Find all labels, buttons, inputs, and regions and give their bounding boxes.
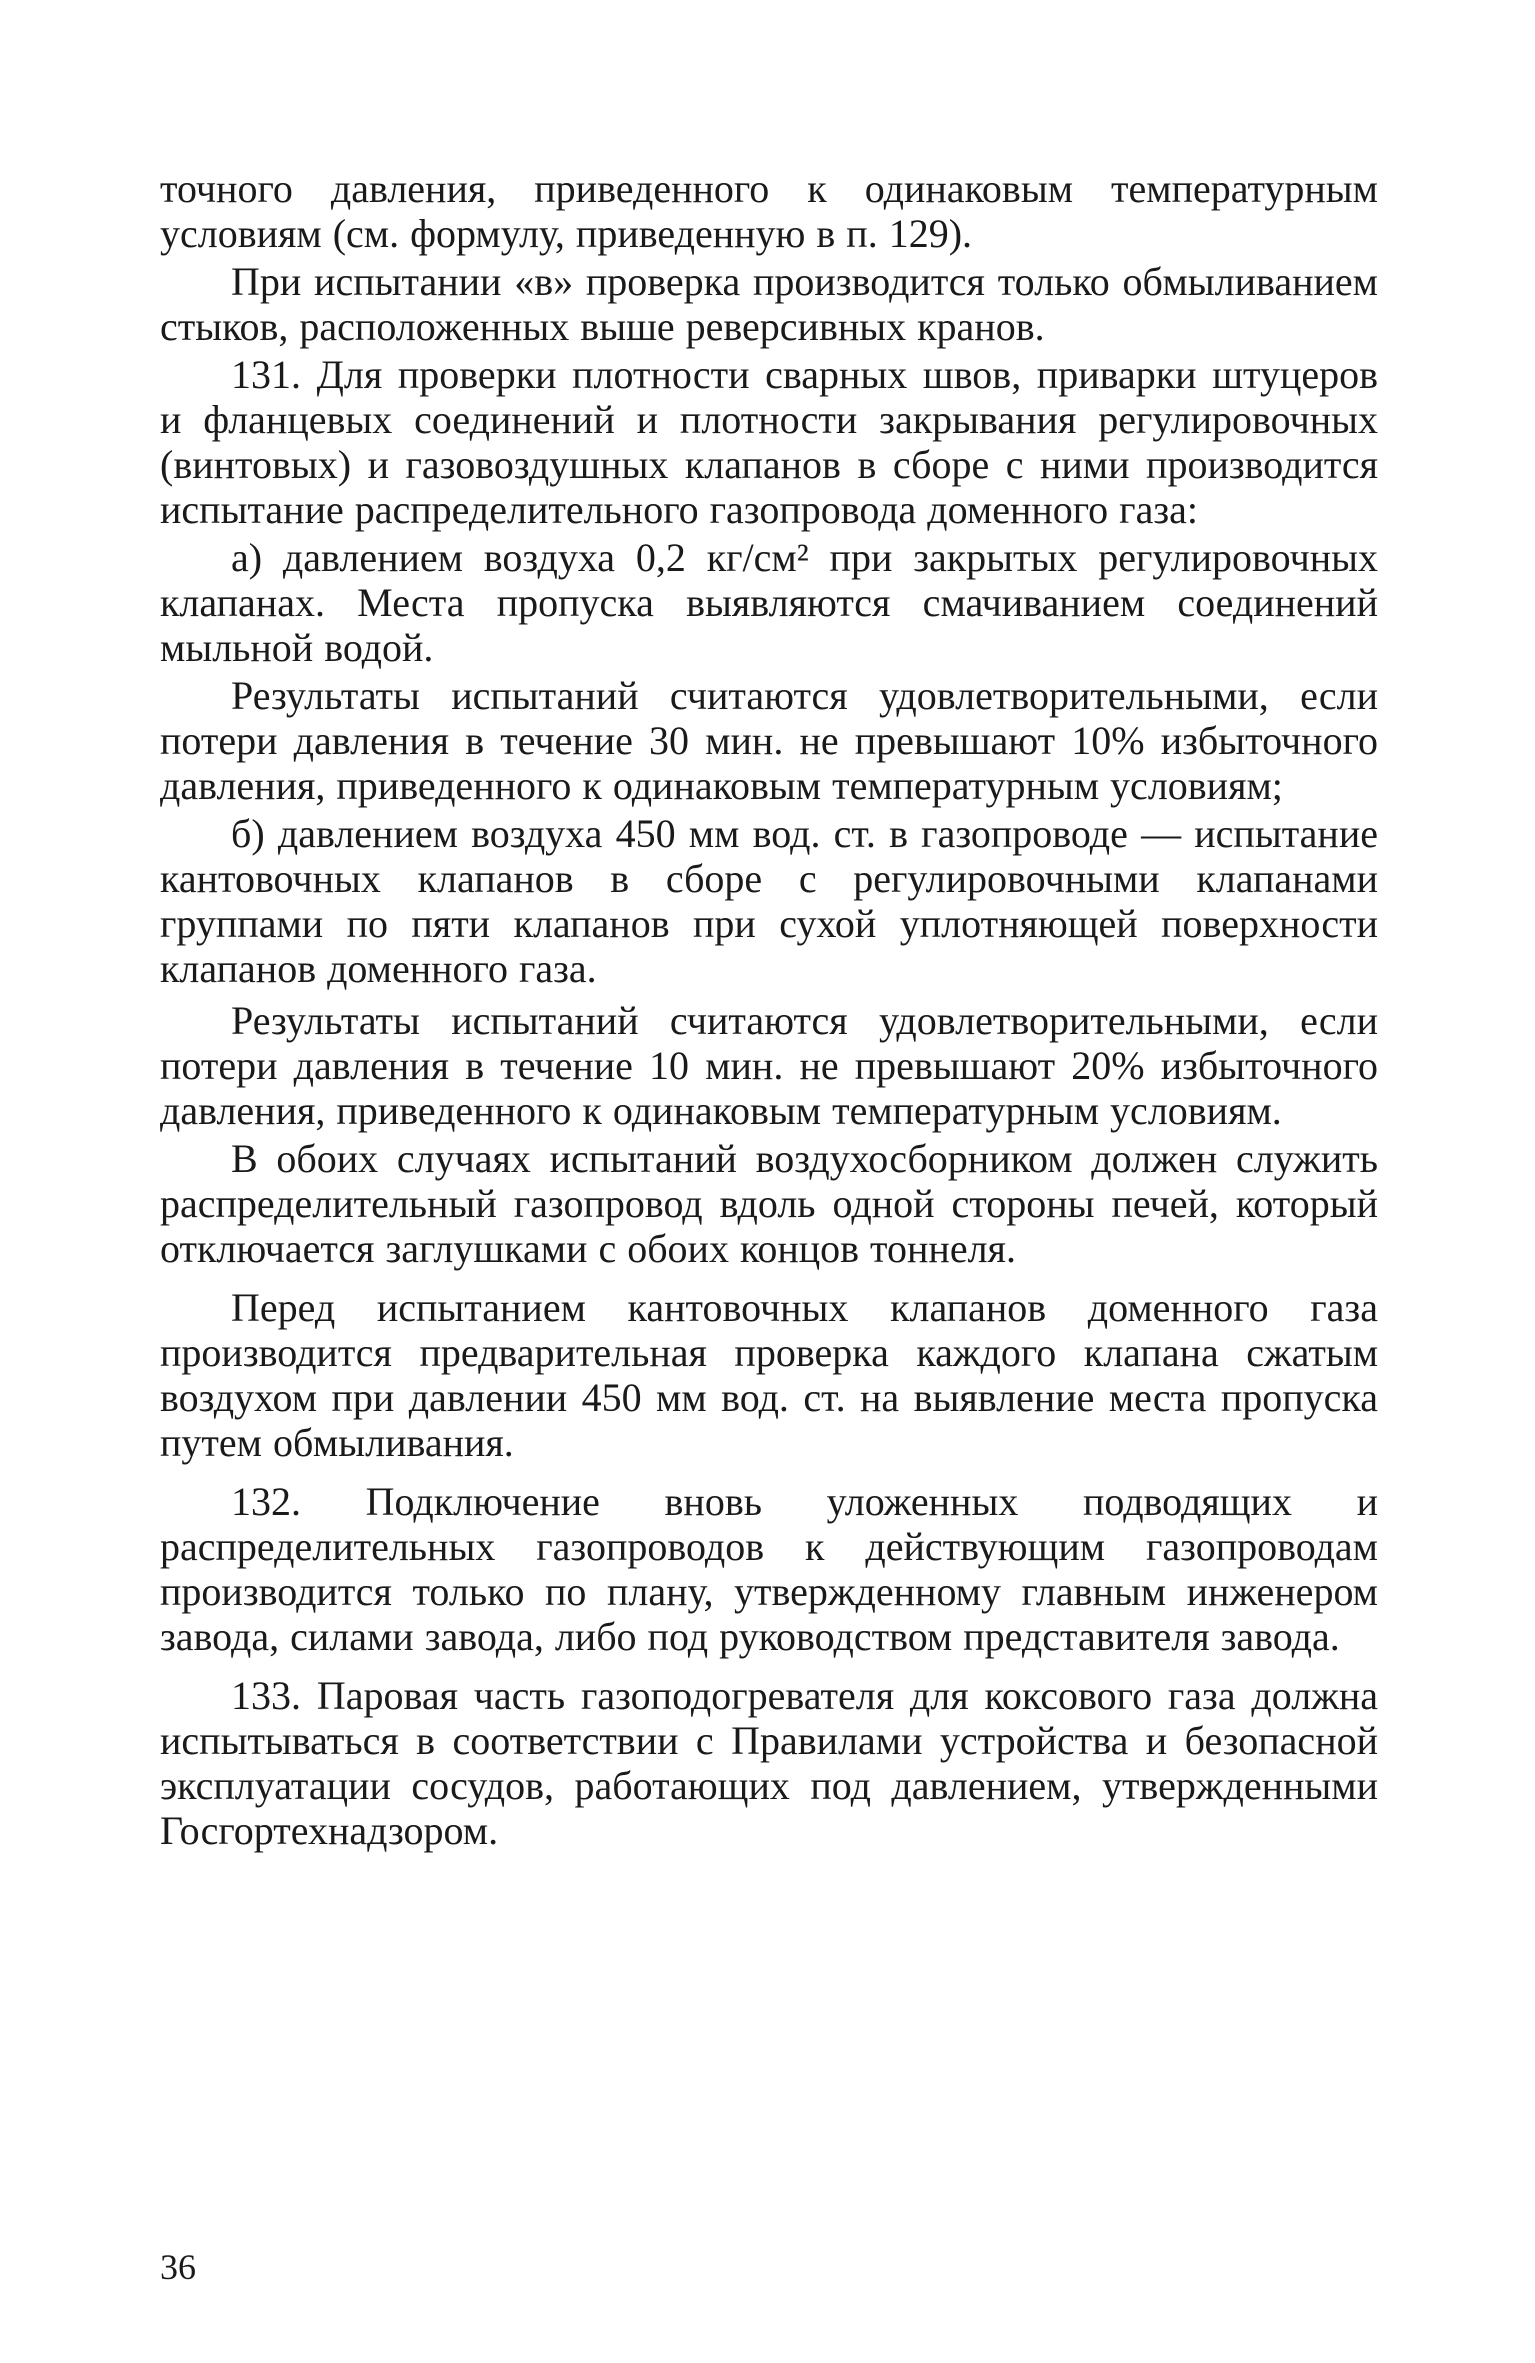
paragraph-air-collector: В обоих случаях испытаний воздухосборником должен служить распределительный газопровод вдоль одной стороны печей, который отключается заглушками с обоих концов тоннеля. [160,1136,1378,1271]
paragraph-preliminary-check: Перед испытанием кантовочных клапанов доменного газа производится предварительная проверка каждого клапана сжатым воздухом при давлении 450 мм вод. ст. на выявление места пропуска путем обмыливания. [160,1285,1378,1465]
paragraph-continuation: точного давления, приведенного к одинаковым температурным условиям (см. формулу, приведенную в п. 129). [160,166,1378,256]
paragraph-item-132: 132. Подключение вновь уложенных подводящих и распределительных газопроводов к действующим газопроводам производится только по плану, утвержденному главным инженером завода, силами завода, либо под руководством представителя завода. [160,1479,1378,1659]
paragraph-item-a: а) давлением воздуха 0,2 кг/см² при закрытых регулировочных клапанах. Места пропуска выявляются смачиванием соединений мыльной водой. [160,535,1378,670]
document-page [160,166,1378,1856]
paragraph-test-v: При испытании «в» проверка производится только обмыливанием стыков, расположенных выше реверсивных кранов. [160,259,1378,349]
paragraph-item-131: 131. Для проверки плотности сварных швов, приварки штуцеров и фланцевых соединений и плотности закрывания регулировочных (винтовых) и газовоздушных клапанов в сборе с ними производится испытание распределительного газопровода доменного газа: [160,352,1378,532]
page-number: 36 [160,2247,196,2287]
paragraph-item-133: 133. Паровая часть газоподогревателя для коксового газа должна испытываться в соответствии с Правилами устройства и безопасной эксплуатации сосудов, работающих под давлением, утвержденными Госгортехнадзором. [160,1673,1378,1853]
paragraph-results-b: Результаты испытаний считаются удовлетворительными, если потери давления в течение 10 мин. не превышают 20% избыточного давления, приведенного к одинаковым температурным условиям. [160,998,1378,1133]
paragraph-results-a: Результаты испытаний считаются удовлетворительными, если потери давления в течение 30 мин. не превышают 10% избыточного давления, приведенного к одинаковым температурным условиям; [160,673,1378,808]
paragraph-item-b: б) давлением воздуха 450 мм вод. ст. в газопроводе — испытание кантовочных клапанов в сборе с регулировочными клапанами группами по пяти клапанов при сухой уплотняющей поверхности клапанов доменного газа. [160,811,1378,991]
